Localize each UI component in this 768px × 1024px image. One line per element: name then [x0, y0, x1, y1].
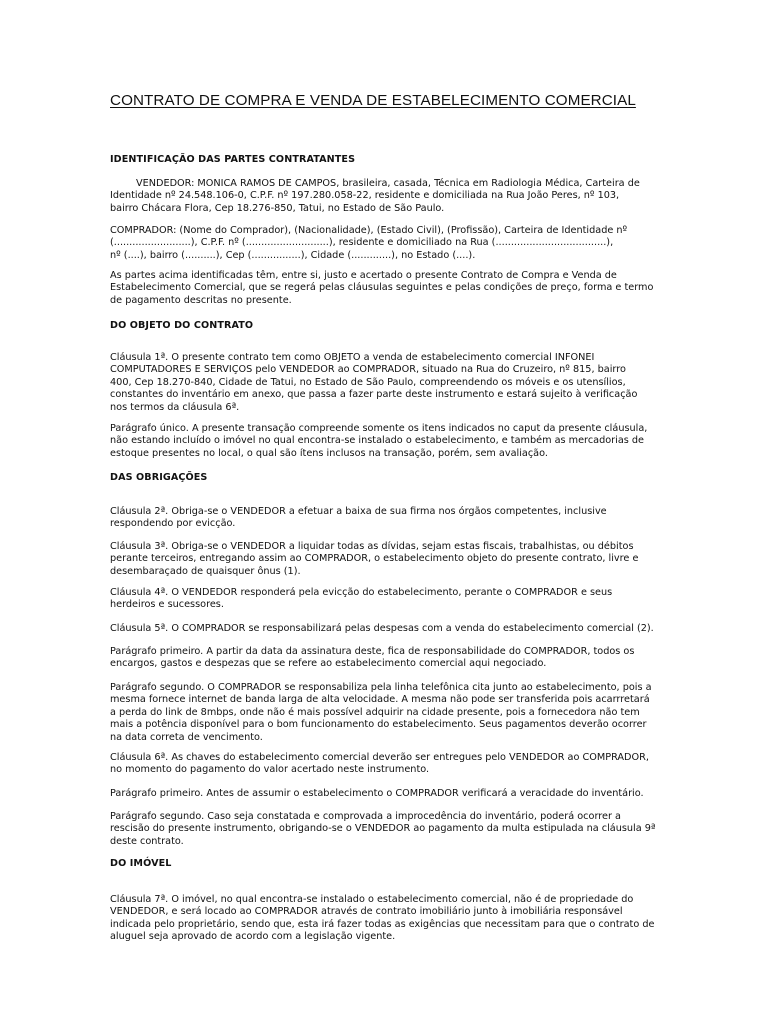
text-line: desembaraçado de quaisquer ônus (1).	[110, 565, 301, 577]
document-title: CONTRATO DE COMPRA E VENDA DE ESTABELECIMENTO COMERCIAL	[110, 92, 636, 109]
text-line: COMPRADOR: (Nome do Comprador), (Nacionalidade), (Estado Civil), (Profissão), Carteira de Identidade nº	[110, 225, 628, 236]
text-line: encargos, gastos e despezas que se refere ao estabelecimento comercial aqui negociado.	[110, 658, 547, 670]
text-line: aluguel seja aprovado de acordo com a legislação vigente.	[110, 931, 396, 943]
text-line: Cláusula 4ª. O VENDEDOR responderá pela evicção do estabelecimento, perante o COMPRADOR e seus	[110, 587, 613, 598]
text-line: Parágrafo único. A presente transação compreende somente os itens indicados no caput da presente cláusula,	[110, 423, 648, 434]
paragraph-clausula-6	[110, 752, 658, 777]
text-line: herdeiros e sucessores.	[110, 599, 224, 611]
text-line: Parágrafo primeiro. Antes de assumir o estabelecimento o COMPRADOR verificará a veracidade do inventário.	[110, 788, 644, 799]
heading-objeto: DO OBJETO DO CONTRATO	[110, 320, 254, 331]
text-line: Cláusula 3ª. Obriga-se o VENDEDOR a liquidar todas as dívidas, sejam estas fiscais, trabalhistas, ou débitos	[110, 541, 634, 552]
text-line: deste contrato.	[110, 835, 184, 847]
text-line: mesma fornece internet de banda larga de alta velocidade. A mesma não pode ser transferida pois acarrretará	[110, 694, 650, 706]
text-line: nº (....), bairro (..........), Cep (................), Cidade (.............), no Estado (....).	[110, 249, 476, 261]
paragraph-comprador	[110, 225, 658, 262]
paragraph-clausula-6-segundo	[110, 811, 658, 848]
text-line: rescisão do presente instrumento, obrigando-se o VENDEDOR ao pagamento da multa estipulada na cláusula 9ª	[110, 823, 656, 835]
text-line: não estando incluído o imóvel no qual encontra-se instalado o estabelecimento, e também as mercadorias de	[110, 435, 645, 447]
text-line: estoque presentes no local, o qual são ítens inclusos na transação, porém, sem avaliação.	[110, 447, 548, 459]
paragraph-vendedor	[110, 178, 658, 215]
heading-obrigacoes: DAS OBRIGAÇÕES	[110, 472, 208, 483]
text-line: nos termos da cláusula 6ª.	[110, 401, 240, 413]
text-line: Cláusula 2ª. Obriga-se o VENDEDOR a efetuar a baixa de sua firma nos órgãos competentes, inclusive	[110, 506, 607, 517]
paragraph-clausula-5-primeiro	[110, 646, 658, 671]
text-line: COMPUTADORES E SERVIÇOS pelo VENDEDOR ao COMPRADOR, situado na Rua do Cruzeiro, nº 815, bairro	[110, 364, 626, 376]
text-line: na data correta de vencimento.	[110, 731, 263, 743]
text-line: Cláusula 7ª. O imóvel, no qual encontra-se instalado o estabelecimento comercial, não é de propriedade do	[110, 894, 634, 905]
text-line: Parágrafo segundo. Caso seja constatada e comprovada a improcedência do inventário, poderá ocorrer a	[110, 811, 621, 822]
text-line: 400, Cep 18.270-840, Cidade de Tatui, no Estado de São Paulo, compreendendo os móveis e os utensílios,	[110, 376, 626, 388]
paragraph-clausula-1	[110, 352, 658, 414]
paragraph-paragrafo-unico	[110, 423, 658, 460]
text-line: Parágrafo primeiro. A partir da data da assinatura deste, fica de responsabilidade do COMPRADOR, todos os	[110, 646, 635, 657]
text-line: VENDEDOR, e será locado ao COMPRADOR através de contrato imobiliário junto à imobiliária responsável	[110, 906, 623, 918]
text-line: respondendo por evicção.	[110, 518, 236, 530]
text-line: Cláusula 5ª. O COMPRADOR se responsabilizará pelas despesas com a venda do estabelecimento comercial (2).	[110, 623, 654, 634]
paragraph-clausula-2	[110, 506, 658, 531]
text-line: Cláusula 6ª. As chaves do estabelecimento comercial deverão ser entregues pelo VENDEDOR ao COMPRADOR,	[110, 752, 649, 763]
paragraph-clausula-6-primeiro	[110, 788, 658, 800]
paragraph-clausula-5	[110, 623, 658, 635]
paragraph-clausula-5-segundo	[110, 682, 658, 744]
text-line: indicada pelo proprietário, sendo que, esta irá fazer todas as exigências que necessitam para que o contrato de	[110, 918, 655, 930]
heading-identificacao: IDENTIFICAÇÃO DAS PARTES CONTRATANTES	[110, 154, 356, 165]
text-line: As partes acima identificadas têm, entre si, justo e acertado o presente Contrato de Compra e Venda de	[110, 270, 617, 281]
heading-imovel: DO IMÓVEL	[110, 858, 172, 869]
text-line: perante terceiros, entregando assim ao COMPRADOR, o estabelecimento objeto do presente contrato, livre e	[110, 553, 639, 565]
text-line: mais a potência disponível para o bom funcionamento do estabelecimento. Seus pagamentos deverão ocorrer	[110, 719, 647, 731]
text-line: constantes do inventário em anexo, que passa a fazer parte deste instrumento e estará sujeito à verificação	[110, 389, 638, 401]
paragraph-partes	[110, 270, 658, 307]
text-line: Cláusula 1ª. O presente contrato tem como OBJETO a venda de estabelecimento comercial INFONEI	[110, 352, 595, 363]
paragraph-clausula-4	[110, 587, 658, 612]
text-line: Parágrafo segundo. O COMPRADOR se responsabiliza pela linha telefônica cita junto ao estabelecimento, pois a	[110, 682, 652, 693]
paragraph-clausula-3	[110, 541, 658, 578]
text-line: VENDEDOR: MONICA RAMOS DE CAMPOS, brasileira, casada, Técnica em Radiologia Médica, Carteira de	[136, 178, 640, 189]
text-line: bairro Chácara Flora, Cep 18.276-850, Tatui, no Estado de São Paulo.	[110, 202, 445, 214]
text-line: no momento do pagamento do valor acertado neste instrumento.	[110, 764, 430, 776]
text-line: a perda do link de 8mbps, onde não é mais possível adquirir na cidade presente, pois a fornecedora não tem	[110, 706, 640, 718]
text-line: Estabelecimento Comercial, que se regerá pelas cláusulas seguintes e pelas condições de preço, forma e termo	[110, 282, 654, 294]
paragraph-clausula-7	[110, 894, 658, 944]
text-line: Identidade nº 24.548.106-0, C.P.F. nº 197.280.058-22, residente e domiciliada na Rua João Peres, nº 103,	[110, 190, 620, 202]
text-line: (.........................), C.P.F. nº (...........................), residente e domiciliado na Rua (....................................),	[110, 237, 614, 249]
text-line: de pagamento descritas no presente.	[110, 294, 292, 306]
